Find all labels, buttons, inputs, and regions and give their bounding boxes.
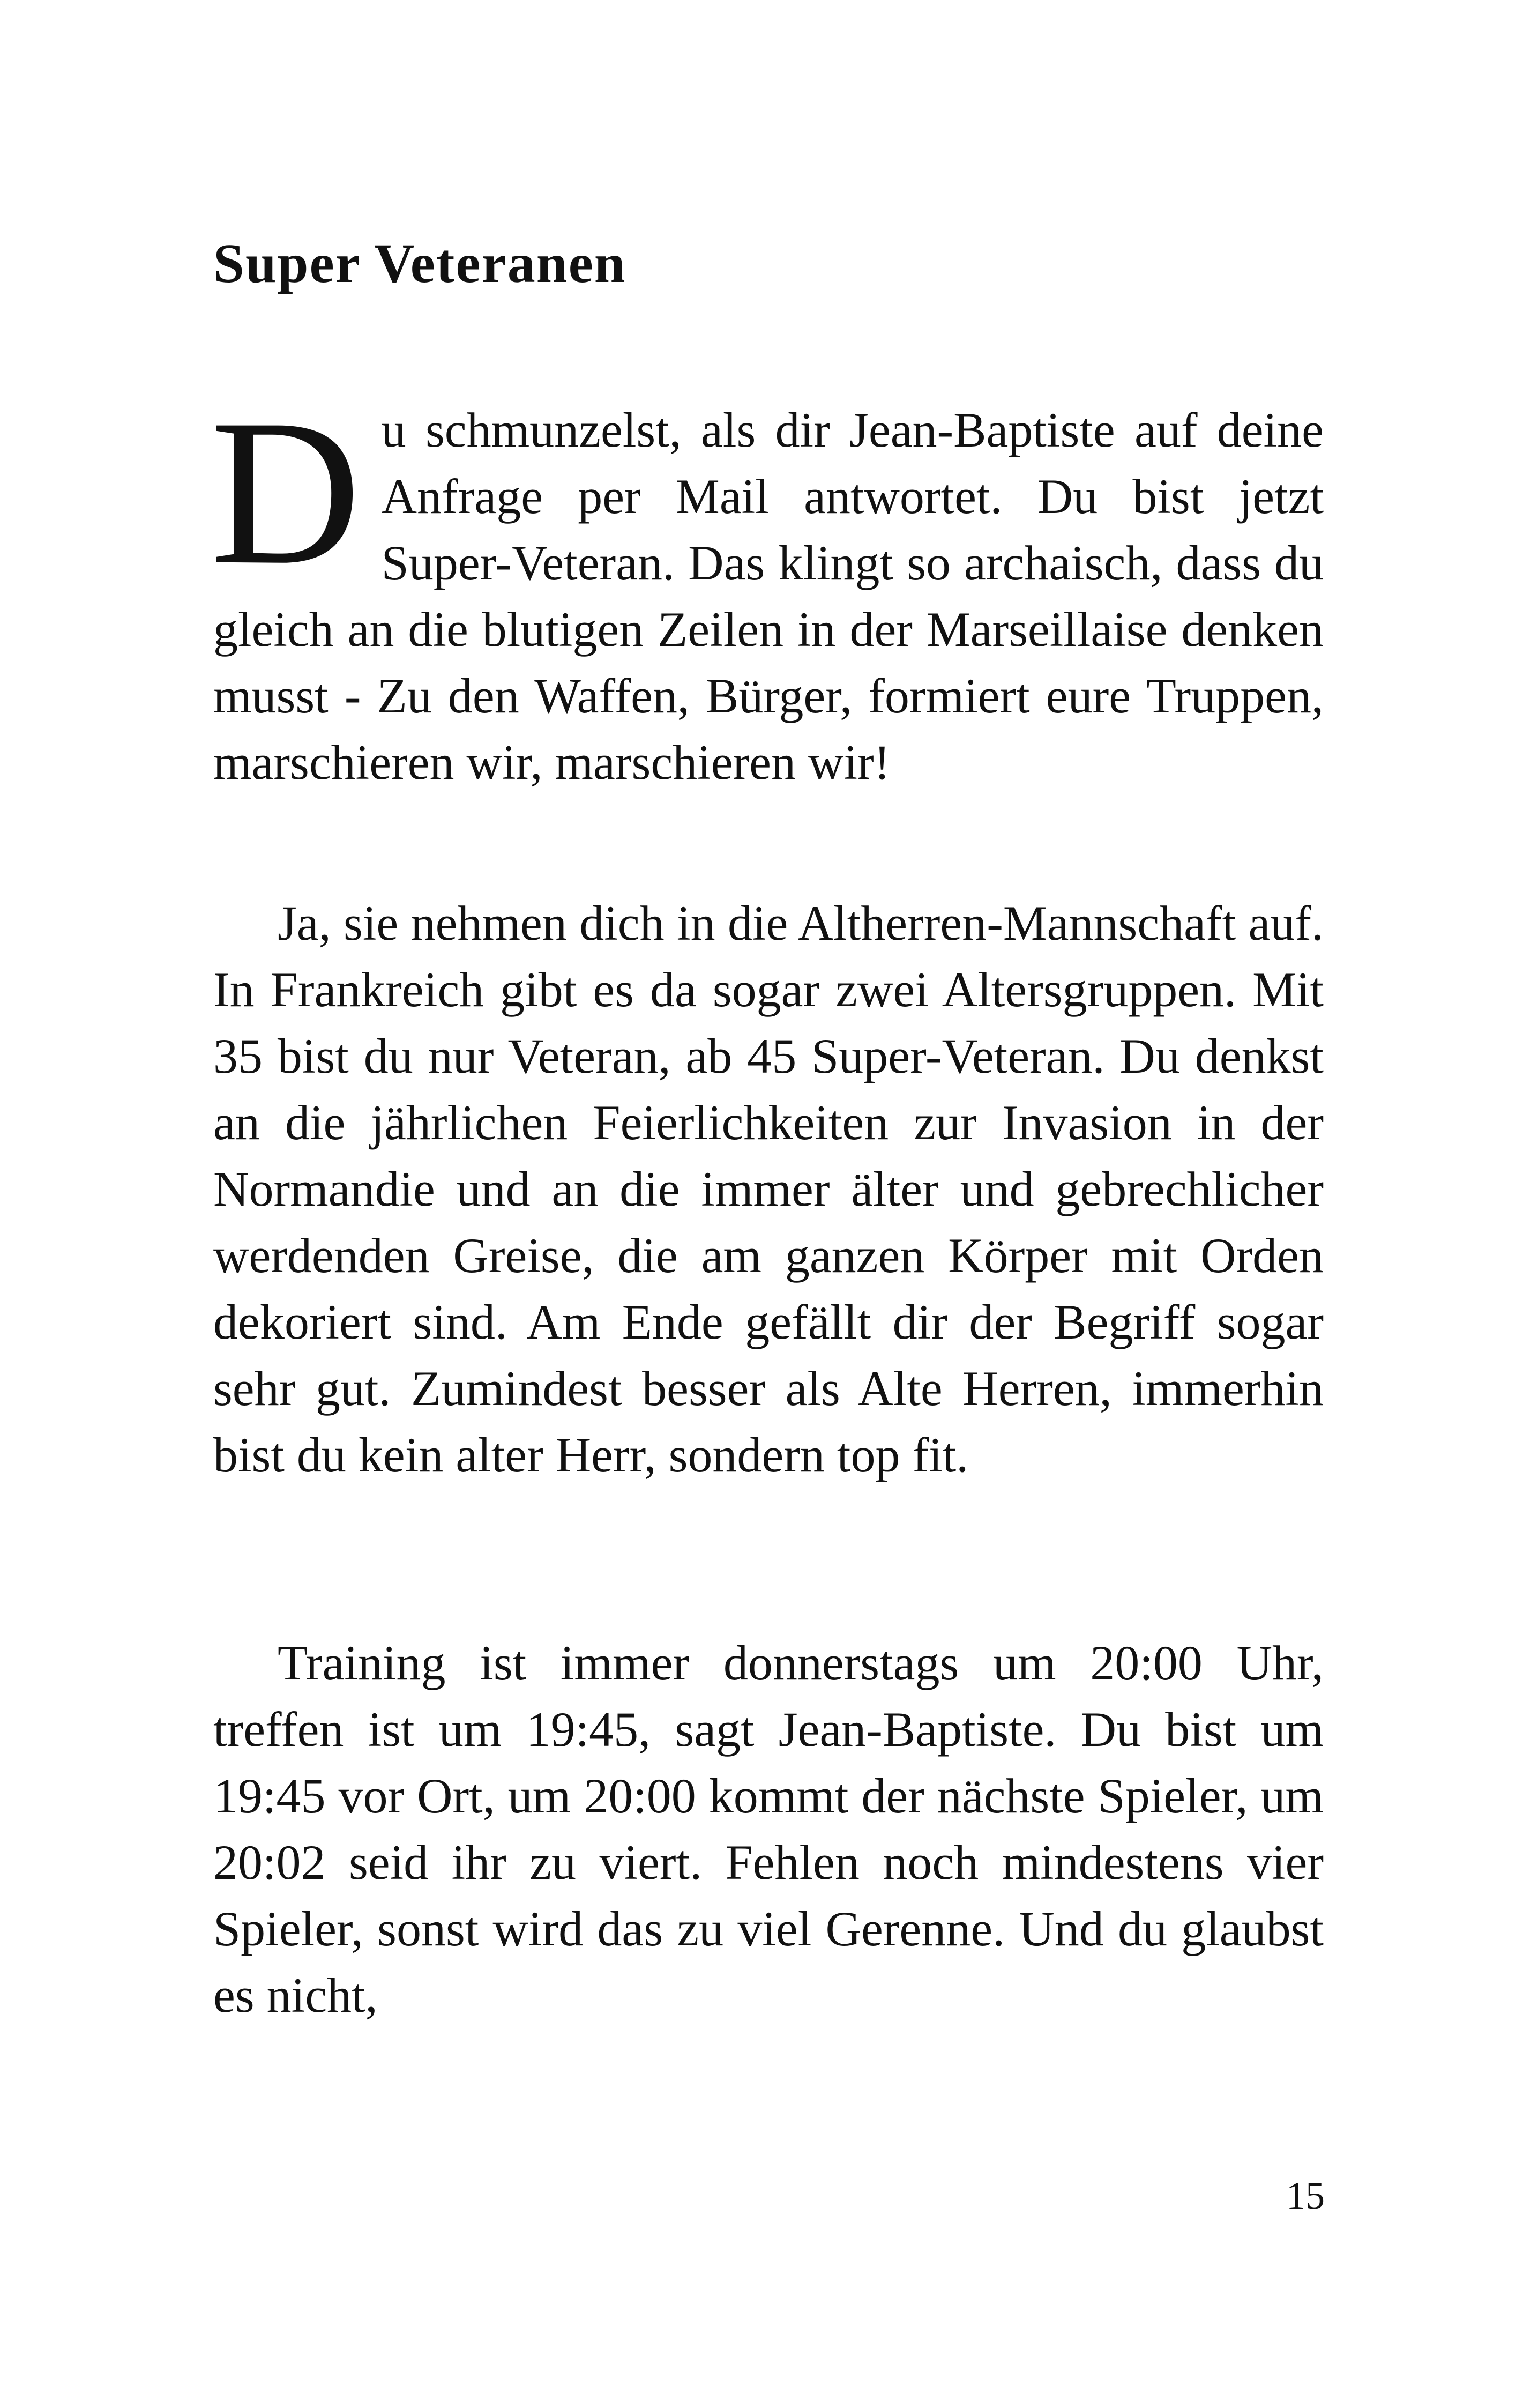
paragraph-1-text: u schmunzelst, als dir Jean-Baptiste auf deine Anfrage per Mail antwortet. Du bist jetzt Super-Veteran. Das klingt so archaisch, dass du gleich an die blutigen Zeilen in der Marseillaise denken musst - Zu den Waffen, Bürger, formiert eure Truppen, marschieren wir, marschieren wir! xyxy=(213,403,1324,790)
paragraph-2: Ja, sie nehmen dich in die Altherren-Mannschaft auf. In Frankreich gibt es da sogar zwei Altersgruppen. Mit 35 bist du nur Veteran, ab 45 Super-Veteran. Du denkst an die jährlichen Feierlichkeiten zur Invasion in der Normandie und an die immer älter und gebrechlicher werdenden Greise, die am ganzen Körper mit Orden dekoriert sind. Am Ende gefällt dir der Begriff sogar sehr gut. Zumindest besser als Alte Herren, immerhin bist du kein alter Herr, sondern top fit. xyxy=(213,896,1324,1482)
chapter-title: Super Veteranen xyxy=(213,233,626,294)
page-number: 15 xyxy=(1286,2174,1325,2217)
drop-cap: D xyxy=(210,376,361,608)
paragraph-3: Training ist immer donnerstags um 20:00 Uhr, treffen ist um 19:45, sagt Jean-Baptiste. Du bist um 19:45 vor Ort, um 20:00 kommt der nächste Spieler, um 20:02 seid ihr zu viert. Fehlen noch mindestens vier Spieler, sonst wird das zu viel Gerenne. Und du glaubst es nicht, xyxy=(213,1636,1324,2023)
paragraph-1 xyxy=(210,376,1324,796)
